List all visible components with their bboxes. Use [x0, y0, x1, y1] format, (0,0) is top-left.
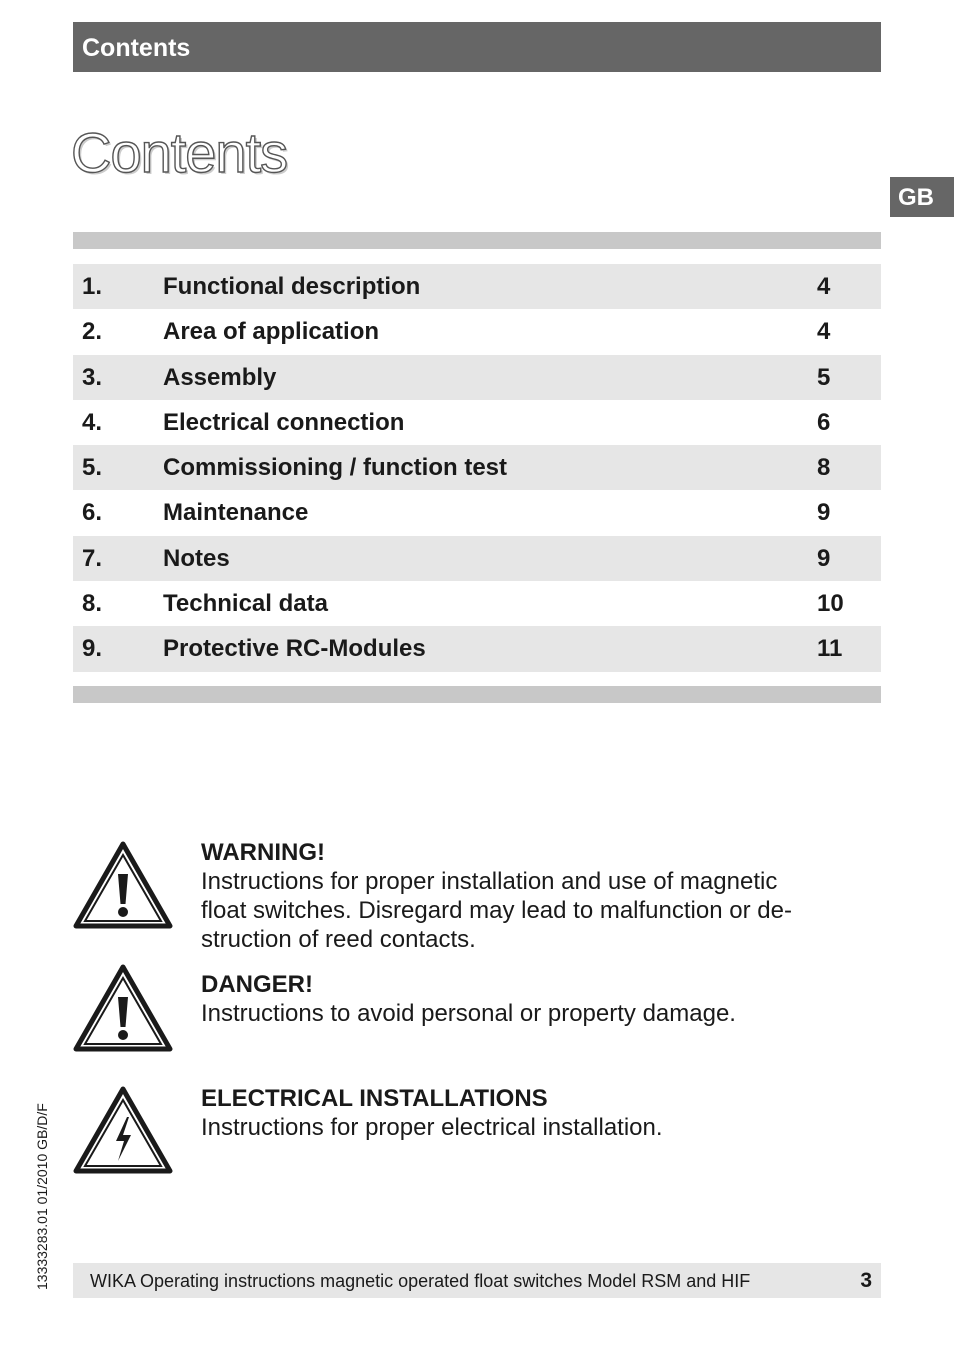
toc-title: Area of application [163, 318, 380, 346]
toc-row[interactable] [73, 309, 881, 354]
notice-line: Instructions for proper electrical installation. [201, 1114, 663, 1141]
toc-row[interactable] [73, 445, 881, 490]
toc-number: 4. [82, 408, 103, 436]
section-header: Contents [73, 22, 881, 72]
toc-title: Commissioning / function test [163, 454, 508, 482]
notice-heading: DANGER! [201, 971, 313, 998]
toc-row[interactable] [73, 264, 881, 309]
toc-row[interactable] [73, 581, 881, 626]
toc-title: Notes [163, 544, 230, 572]
toc-page: 4 [817, 273, 831, 300]
page-title: Contents [71, 121, 288, 184]
divider-bottom [73, 686, 881, 703]
toc-page: 5 [817, 363, 831, 391]
toc-number: 2. [82, 318, 103, 346]
toc-title: Technical data [163, 590, 328, 618]
toc-page: 8 [817, 454, 831, 482]
footer-text: WIKA Operating instructions magnetic operated float switches Model RSM and HIF [90, 1271, 751, 1291]
table-of-contents [73, 264, 881, 672]
page-footer [73, 1263, 881, 1298]
toc-row[interactable] [73, 355, 881, 400]
toc-title: Functional description [163, 273, 421, 300]
toc-title: Maintenance [163, 499, 309, 527]
toc-number: 3. [82, 363, 103, 391]
notice-line: struction of reed contacts. [201, 926, 476, 953]
toc-page: 10 [817, 590, 844, 618]
toc-title: Protective RC-Modules [163, 635, 426, 663]
notice-heading: WARNING! [201, 839, 325, 866]
toc-page: 9 [817, 544, 831, 572]
toc-title: Assembly [163, 363, 277, 391]
page-number: 3 [860, 1269, 872, 1292]
toc-row[interactable] [73, 490, 881, 535]
toc-number: 7. [82, 544, 103, 572]
language-tab: GB [890, 177, 954, 217]
notice-line: float switches. Disregard may lead to malfunction or de- [201, 897, 792, 924]
notice-heading: ELECTRICAL INSTALLATIONS [201, 1085, 548, 1112]
toc-page: 6 [817, 408, 831, 436]
toc-page: 11 [817, 635, 843, 663]
toc-row[interactable] [73, 400, 881, 445]
warning-triangle-icon [73, 963, 173, 1053]
toc-row[interactable] [73, 536, 881, 581]
toc-number: 9. [82, 635, 103, 663]
document-code: 13333283.01 01/2010 GB/D/F [34, 1103, 50, 1290]
notice-line: Instructions to avoid personal or property damage. [201, 1000, 736, 1027]
toc-number: 5. [82, 454, 103, 482]
warning-triangle-icon [73, 840, 173, 930]
toc-number: 1. [82, 273, 103, 300]
notice-line: Instructions for proper installation and use of magnetic [201, 868, 778, 895]
toc-number: 6. [82, 499, 103, 527]
divider-top [73, 232, 881, 249]
toc-number: 8. [82, 590, 103, 618]
toc-page: 4 [817, 318, 831, 346]
toc-title: Electrical connection [163, 408, 405, 436]
toc-row[interactable] [73, 626, 881, 671]
electrical-hazard-icon [73, 1085, 173, 1177]
toc-page: 9 [817, 499, 831, 527]
